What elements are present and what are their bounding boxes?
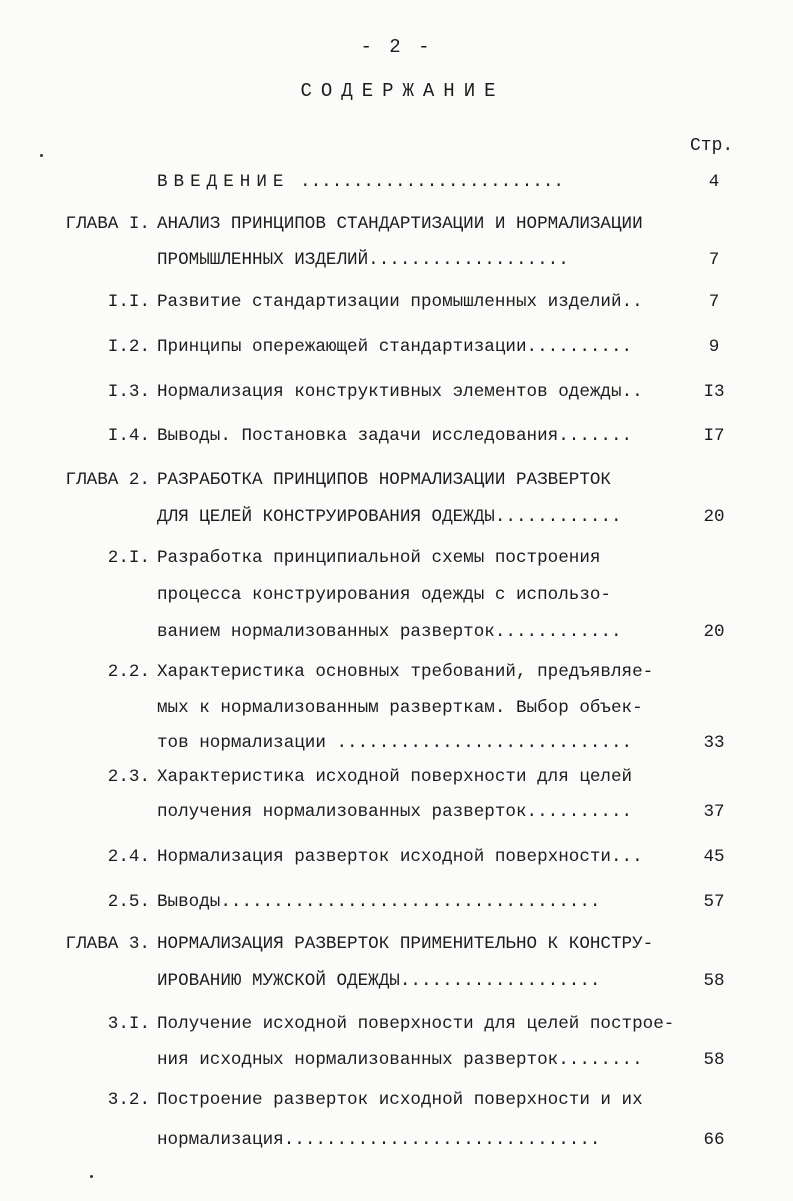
toc-number: ГЛАВА 2. bbox=[65, 470, 150, 490]
toc-page: 37 bbox=[703, 802, 725, 822]
toc-number: I.I. bbox=[107, 292, 150, 312]
toc-text: тов нормализации bbox=[157, 733, 326, 753]
toc-page: 4 bbox=[708, 172, 720, 192]
toc-text: получения нормализованных разверток bbox=[157, 802, 527, 822]
toc-text: РАЗРАБОТКА ПРИНЦИПОВ НОРМАЛИЗАЦИИ РАЗВЕРТОК bbox=[157, 470, 611, 490]
toc-leader: ................... bbox=[399, 971, 601, 991]
toc-leader: .............................. bbox=[283, 1130, 601, 1150]
toc-page: 20 bbox=[703, 622, 725, 642]
toc-text: ПРОМЫШЛЕННЫХ ИЗДЕЛИЙ bbox=[157, 250, 369, 270]
toc-text: ния исходных нормализованных разверток bbox=[157, 1050, 559, 1070]
toc-number: 2.5. bbox=[107, 892, 150, 912]
toc-text: Нормализация разверток исходной поверхности bbox=[157, 847, 611, 867]
toc-text: НОРМАЛИЗАЦИЯ РАЗВЕРТОК ПРИМЕНИТЕЛЬНО К КОНСТРУ- bbox=[157, 934, 654, 954]
toc-text: Характеристика исходной поверхности для целей bbox=[157, 767, 633, 787]
toc-text: Получение исходной поверхности для целей построе- bbox=[157, 1014, 675, 1034]
toc-text: Выводы bbox=[157, 892, 221, 912]
toc-page: 45 bbox=[703, 847, 725, 867]
toc-text: АНАЛИЗ ПРИНЦИПОВ СТАНДАРТИЗАЦИИ И НОРМАЛИЗАЦИИ bbox=[157, 214, 643, 234]
toc-leader: ... bbox=[611, 847, 643, 867]
page-title: СОДЕРЖАНИЕ bbox=[300, 80, 505, 102]
toc-text: Развитие стандартизации промышленных изделий bbox=[157, 292, 622, 312]
page-number: - 2 - bbox=[360, 36, 433, 58]
toc-number: ГЛАВА I. bbox=[65, 214, 150, 234]
toc-number: I.4. bbox=[107, 426, 150, 446]
toc-page: 58 bbox=[703, 971, 725, 991]
toc-page: 7 bbox=[708, 250, 720, 270]
toc-page: I3 bbox=[703, 382, 725, 402]
toc-number: 3.2. bbox=[107, 1090, 150, 1110]
toc-leader: ........ bbox=[558, 1050, 643, 1070]
toc-leader: ............................ bbox=[325, 733, 633, 753]
toc-leader: .. bbox=[621, 292, 643, 312]
toc-leader: .. bbox=[621, 382, 643, 402]
toc-text: ВВЕДЕНИЕ bbox=[157, 172, 290, 192]
toc-text: ванием нормализованных разверток bbox=[157, 622, 495, 642]
toc-text: Принципы опережающей стандартизации bbox=[157, 337, 527, 357]
toc-number: 2.3. bbox=[107, 767, 150, 787]
page-column-header: Стр. bbox=[690, 136, 734, 156]
toc-number: 2.4. bbox=[107, 847, 150, 867]
toc-number: 3.I. bbox=[107, 1014, 150, 1034]
toc-leader: ....... bbox=[558, 426, 633, 446]
toc-text: Характеристика основных требований, предъявляе- bbox=[157, 662, 654, 682]
toc-text: ИРОВАНИЮ МУЖСКОЙ ОДЕЖДЫ bbox=[157, 971, 400, 991]
toc-page: 33 bbox=[703, 733, 725, 753]
toc-page: 57 bbox=[703, 892, 725, 912]
toc-number: 2.I. bbox=[107, 548, 150, 568]
toc-text: Выводы. Постановка задачи исследования bbox=[157, 426, 559, 446]
toc-leader: .......... bbox=[526, 337, 633, 357]
toc-leader: .................................... bbox=[220, 892, 601, 912]
toc-number: 2.2. bbox=[107, 662, 150, 682]
toc-leader: ............ bbox=[494, 622, 622, 642]
toc-text: ДЛЯ ЦЕЛЕЙ КОНСТРУИРОВАНИЯ ОДЕЖДЫ bbox=[157, 507, 495, 527]
scan-speck bbox=[40, 154, 43, 157]
toc-page: 58 bbox=[703, 1050, 725, 1070]
toc-leader: ............ bbox=[494, 507, 622, 527]
toc-page: 66 bbox=[703, 1130, 725, 1150]
toc-text: мых к нормализованным разверткам. Выбор объек- bbox=[157, 698, 643, 718]
toc-leader: ......................... bbox=[289, 172, 564, 192]
toc-text: нормализация bbox=[157, 1130, 284, 1150]
toc-text: Нормализация конструктивных элементов одежды bbox=[157, 382, 622, 402]
scan-speck bbox=[90, 1175, 93, 1178]
toc-page: I7 bbox=[703, 426, 725, 446]
toc-leader: ................... bbox=[368, 250, 569, 270]
toc-page: 7 bbox=[708, 292, 720, 312]
toc-page: 20 bbox=[703, 507, 725, 527]
toc-text: Разработка принципиальной схемы построения bbox=[157, 548, 601, 568]
toc-number: ГЛАВА 3. bbox=[65, 934, 150, 954]
toc-number: I.3. bbox=[107, 382, 150, 402]
toc-page: 9 bbox=[708, 337, 720, 357]
toc-number: I.2. bbox=[107, 337, 150, 357]
toc-text: процесса конструирования одежды с использо- bbox=[157, 585, 611, 605]
toc-text: Построение разверток исходной поверхности и их bbox=[157, 1090, 643, 1110]
toc-leader: .......... bbox=[526, 802, 633, 822]
